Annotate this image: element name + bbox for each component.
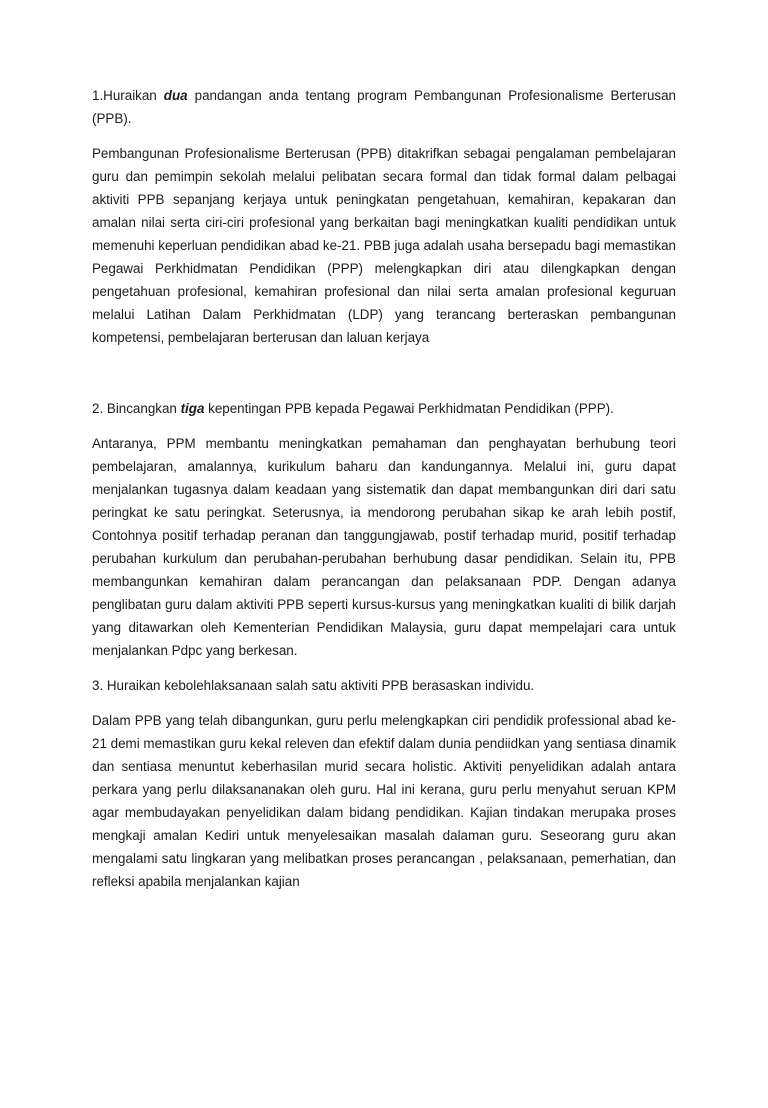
answer-3: Dalam PPB yang telah dibangunkan, guru perlu melengkapkan ciri pendidik professional abad ke-21 demi memastikan guru kekal releven dan efektif dalam dunia pendiidkan yang sentiasa dinamik dan sentiasa menuntut keberhasilan murid secara holistic. Aktiviti penyelidikan adalah antara perkara yang perlu dilaksananakan oleh guru. Hal ini kerana, guru perlu menyahut seruan KPM agar membudayakan penyelidikan dalam bidang pendidikan. Kajian tindakan merupaka proses mengkaji amalan Kediri untuk menyelesaikan masalah dalaman guru. Seseorang guru akan mengalami satu lingkaran yang melibatkan proses perancangan , pelaksanaan, pemerhatian, dan refleksi apabila menjalankan kajian bbox=[92, 713, 676, 889]
question-1-prefix: 1.Huraikan bbox=[92, 88, 164, 103]
question-2 bbox=[92, 397, 676, 420]
question-1-suffix: pandangan anda tentang program Pembangunan Profesionalisme Berterusan (PPB). bbox=[92, 88, 676, 126]
question-2-suffix: kepentingan PPB kepada Pegawai Perkhidmatan Pendidikan (PPP). bbox=[204, 401, 614, 416]
document-page bbox=[0, 84, 768, 1108]
answer-2: Antaranya, PPM membantu meningkatkan pemahaman dan penghayatan berhubung teori pembelajaran, amalannya, kurikulum baharu dan kandungannya. Melalui ini, guru dapat menjalankan tugasnya dalam keadaan yang sistematik dan dapat membangunkan diri dari satu peringkat ke satu peringkat. Seterusnya, ia mendorong perubahan sikap ke arah lebih postif, Contohnya positif terhadap peranan dan tanggungjawab, postif terhadap murid, positif terhadap perubahan kurkulum dan perubahan-perubahan berhubung dasar pendidikan. Selain itu, PPB membangunkan kemahiran dalam perancangan dan pelaksanaan PDP. Dengan adanya penglibatan guru dalam aktiviti PPB seperti kursus-kursus yang meningkatkan kualiti di bilik darjah yang ditawarkan oleh Kementerian Pendidikan Malaysia, guru dapat mempelajari cara untuk menjalankan Pdpc yang berkesan. bbox=[92, 436, 676, 658]
question-2-emphasis: tiga bbox=[180, 401, 205, 416]
question-3: 3. Huraikan kebolehlaksanaan salah satu aktiviti PPB berasaskan individu. bbox=[92, 678, 535, 693]
answer-1: Pembangunan Profesionalisme Berterusan (PPB) ditakrifkan sebagai pengalaman pembelajaran guru dan pemimpin sekolah melalui pelibatan secara formal dan tidak formal dalam pelbagai aktiviti PPB sepanjang kerjaya untuk peningkatan pengetahuan, kemahiran, kepakaran dan amalan nilai serta ciri-ciri profesional yang berkaitan bagi meningkatkan kualiti pendidikan untuk memenuhi keperluan pendidikan abad ke-21. PBB juga adalah usaha bersepadu bagi memastikan Pegawai Perkhidmatan Pendidikan (PPP) melengkapkan diri atau dilengkapkan dengan pengetahuan profesional, kemahiran profesional dan nilai serta amalan profesional keguruan melalui Latihan Dalam Perkhidmatan (LDP) yang terancang berteraskan pembangunan kompetensi, pembelajaran berterusan dan laluan kerjaya bbox=[92, 146, 676, 345]
question-1-emphasis: dua bbox=[163, 88, 188, 103]
question-1 bbox=[92, 84, 676, 130]
question-2-prefix: 2. Bincangkan bbox=[92, 401, 181, 416]
